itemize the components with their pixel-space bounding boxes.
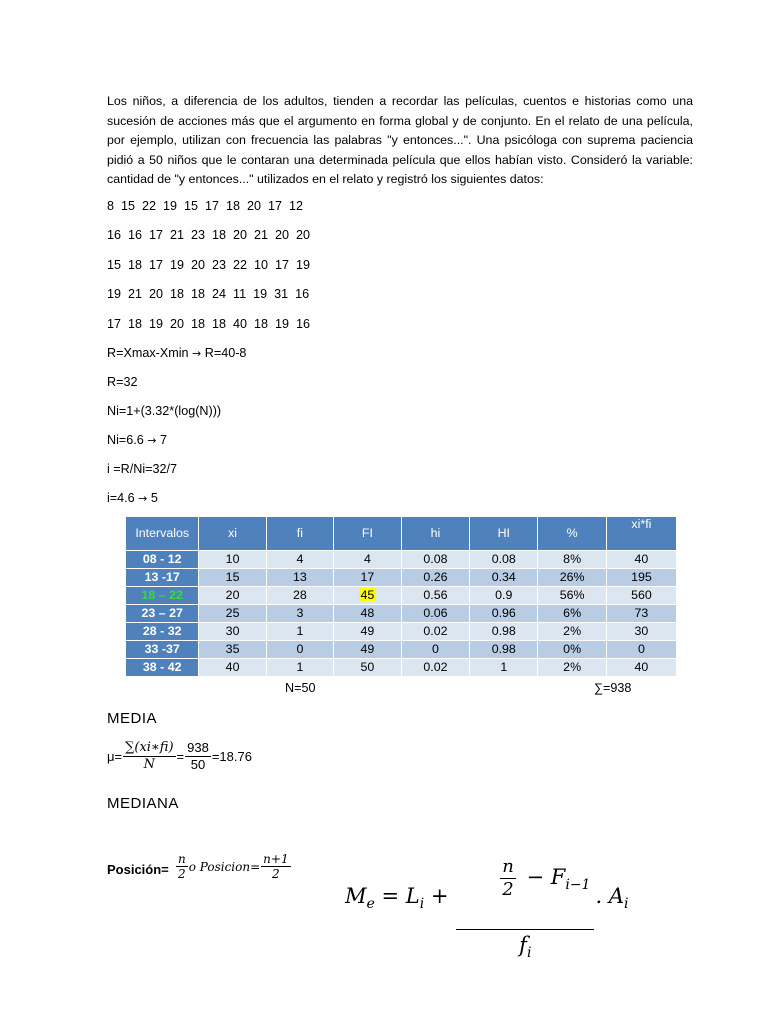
arrow-icon: → <box>192 347 202 360</box>
table-cell <box>334 587 402 605</box>
ni-rounded: 7 <box>159 433 167 447</box>
table-row <box>126 605 677 623</box>
table-cell: 35 <box>199 641 266 659</box>
table-cell: 48 <box>334 605 402 623</box>
table-cell: 13 -17 <box>126 569 199 587</box>
table-cell: 33 -37 <box>126 641 199 659</box>
table-cell: 25 <box>199 605 266 623</box>
table-cell: 0.08 <box>470 551 538 569</box>
data-row: 17 18 19 20 18 18 40 18 19 16 <box>107 316 311 331</box>
sum-total: ∑=938 <box>594 681 632 695</box>
table-row <box>126 551 677 569</box>
table-cell: 0.08 <box>401 551 469 569</box>
table-cell: 0 <box>606 641 676 659</box>
table-cell: 6% <box>538 605 606 623</box>
table-cell: 40 <box>199 659 266 677</box>
mean-fraction-values <box>185 740 211 773</box>
pos-numerator: n <box>178 852 186 866</box>
ni-value-line <box>107 426 693 455</box>
table-cell: 0.06 <box>401 605 469 623</box>
table-cell: 50 <box>334 659 402 677</box>
table-cell: 40 <box>606 659 676 677</box>
table-cell: 2% <box>538 623 606 641</box>
mu-label: μ= <box>107 749 123 764</box>
range-formula-line <box>107 339 693 368</box>
me-li: = $L_i$ + <box>374 884 456 913</box>
header-hi: hi <box>401 517 469 551</box>
table-row <box>126 623 677 641</box>
table-cell: 0.56 <box>401 587 469 605</box>
me-fraction <box>456 828 594 968</box>
table-cell: 26% <box>538 569 606 587</box>
table-row <box>126 659 677 677</box>
mean-numerator: ∑(xi∗fi) <box>125 740 174 755</box>
table-cell: 30 <box>199 623 266 641</box>
table-cell: 4 <box>334 551 402 569</box>
me-symbol: $M_e$ <box>345 884 375 913</box>
table-cell: 40 <box>606 551 676 569</box>
equals-sign: = <box>176 749 185 764</box>
header-FI: FI <box>334 517 402 551</box>
i-formula: i =R/Ni=32/7 <box>107 462 178 476</box>
header-HI: HI <box>470 517 538 551</box>
table-cell: 0.02 <box>401 623 469 641</box>
table-cell: 8% <box>538 551 606 569</box>
table-cell: 49 <box>334 641 402 659</box>
table-cell: 10 <box>199 551 266 569</box>
raw-data-block <box>107 192 693 340</box>
pos-fraction-2 <box>261 852 290 881</box>
range-formula: R=Xmax-Xmin <box>107 346 189 360</box>
mean-denominator: N <box>143 757 155 772</box>
table-cell: 28 <box>266 587 333 605</box>
table-row <box>126 641 677 659</box>
position-formula <box>175 852 292 881</box>
calculations-block <box>107 339 693 513</box>
table-cell: 0.98 <box>470 641 538 659</box>
table-cell: 49 <box>334 623 402 641</box>
sum-value: 938 <box>187 740 209 755</box>
mean-result: =18.76 <box>211 749 252 764</box>
table-cell: 560 <box>606 587 676 605</box>
data-row: 8 15 22 19 15 17 18 20 17 12 <box>107 198 304 213</box>
table-cell: 0.26 <box>401 569 469 587</box>
arrow-icon: → <box>138 492 148 505</box>
table-cell: 2% <box>538 659 606 677</box>
me-denominator: $f_i$ <box>519 933 532 962</box>
table-cell: 4 <box>266 551 333 569</box>
mean-formula <box>107 740 252 773</box>
header-xi-fi: xi*fi <box>606 517 676 551</box>
table-cell: 38 - 42 <box>126 659 199 677</box>
n-value: 50 <box>190 757 206 772</box>
table-cell: 0.34 <box>470 569 538 587</box>
table-cell: 28 - 32 <box>126 623 199 641</box>
table-row <box>126 569 677 587</box>
pos-fraction <box>176 852 188 881</box>
table-cell: 0% <box>538 641 606 659</box>
table-cell: 1 <box>266 623 333 641</box>
table-cell: 30 <box>606 623 676 641</box>
i-value-line <box>107 484 693 513</box>
table-cell: 1 <box>266 659 333 677</box>
mediana-heading: MEDIANA <box>107 795 179 812</box>
pos-denominator: 2 <box>178 867 186 881</box>
table-cell: 0 <box>266 641 333 659</box>
table-header-row <box>126 517 677 551</box>
intro-paragraph: Los niños, a diferencia de los adultos, tienden a recordar las películas, cuentos e historias como una sucesión de acciones más que el argumento en forma global y de conjunto. En el relato de una película, por ejemplo, utilizan con frecuencia las palabras "y entonces...". Una psicóloga con suprema paciencia pidió a 50 niños que le contaran una determinada película que ellos habían visto. Consideró la variable: cantidad de "y entonces..." utilizados en el relato y registró los siguientes datos: <box>107 94 693 186</box>
media-heading: MEDIA <box>107 710 158 727</box>
header-intervalos: Intervalos <box>126 517 199 551</box>
range-substitution: R=40-8 <box>204 346 247 360</box>
data-row: 16 16 17 21 23 18 20 21 20 20 <box>107 228 311 242</box>
header-percent: % <box>538 517 606 551</box>
data-row: 15 18 17 19 20 23 22 10 17 19 <box>107 257 311 272</box>
table-cell: 0.02 <box>401 659 469 677</box>
document-body <box>107 92 693 513</box>
table-cell: 73 <box>606 605 676 623</box>
table-cell: 15 <box>199 569 266 587</box>
table-row <box>126 587 677 605</box>
mean-fraction <box>123 740 175 773</box>
frequency-table <box>125 516 677 677</box>
pos-middle-text: o Posicion= <box>188 859 261 874</box>
table-cell: 0.96 <box>470 605 538 623</box>
table-cell: 0.98 <box>470 623 538 641</box>
table-cell: 13 <box>266 569 333 587</box>
table-cell: 23 – 27 <box>126 605 199 623</box>
pos-denominator-2: 2 <box>272 867 280 881</box>
header-xi: xi <box>199 517 266 551</box>
me-tail: . $A_i$ <box>595 884 629 913</box>
range-result: R=32 <box>107 375 138 389</box>
i-value: i=4.6 <box>107 491 135 505</box>
me-numerator: $\frac{n}{2}$ − $F_{i-1}$ <box>456 828 594 930</box>
ni-formula: Ni=1+(3.32*(log(N))) <box>107 404 222 418</box>
highlighted-value: 45 <box>360 588 375 602</box>
n-total: N=50 <box>285 681 316 695</box>
i-rounded: 5 <box>150 491 158 505</box>
posicion-label: Posición= <box>107 862 169 877</box>
table-cell: 0.9 <box>470 587 538 605</box>
arrow-icon: → <box>147 434 157 447</box>
table-cell: 20 <box>199 587 266 605</box>
n-over-2: $\frac{n}{2}$ <box>502 856 514 900</box>
table-cell: 3 <box>266 605 333 623</box>
ni-value: Ni=6.6 <box>107 433 144 447</box>
table-cell: 17 <box>334 569 402 587</box>
table-cell: 0 <box>401 641 469 659</box>
table-cell: 56% <box>538 587 606 605</box>
pos-numerator-2: n+1 <box>263 852 289 866</box>
table-cell: 1 <box>470 659 538 677</box>
data-row: 19 21 20 18 18 24 11 19 31 16 <box>107 287 310 301</box>
header-fi: fi <box>266 517 333 551</box>
table-cell: 08 - 12 <box>126 551 199 569</box>
median-formula <box>345 828 628 968</box>
table-cell: 18 – 22 <box>126 587 199 605</box>
table-cell: 195 <box>606 569 676 587</box>
